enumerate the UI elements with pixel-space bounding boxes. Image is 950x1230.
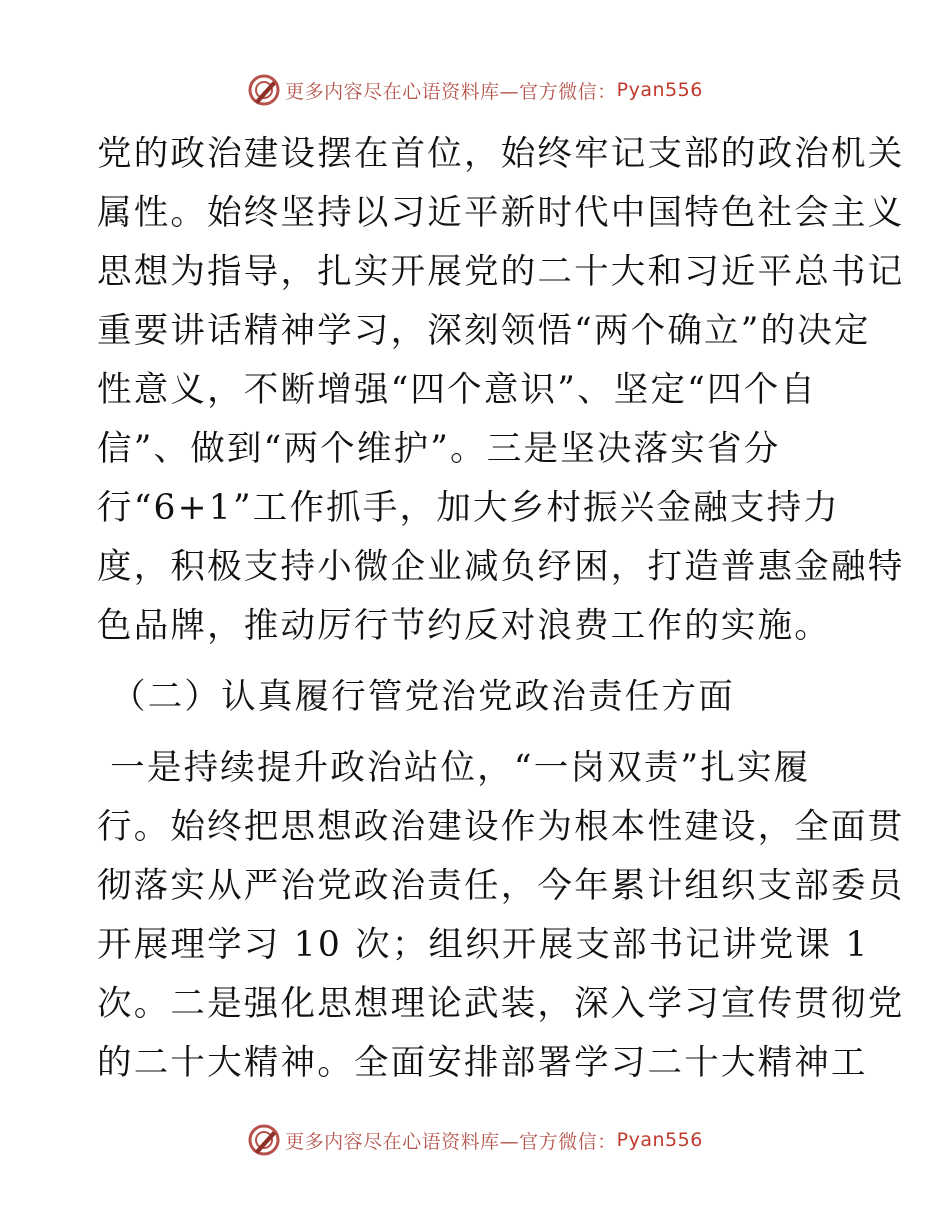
text-line: 彻落实从严治党政治责任，今年累计组织支部委员: [97, 866, 905, 906]
header-watermark: [0, 70, 950, 110]
text-line: 度，积极支持小微企业减负纾困，打造普惠金融特: [97, 547, 905, 587]
footer-watermark: [0, 1120, 950, 1160]
paragraph-1: [97, 125, 905, 656]
watermark-wechat-id: Pyan556: [616, 1129, 703, 1151]
pen-circle-logo-icon: [247, 1123, 281, 1157]
section-heading: （二）认真履行管党治党政治责任方面: [111, 677, 735, 717]
text-line: 行。始终把思想政治建设作为根本性建设，全面贯: [97, 807, 905, 847]
pen-circle-logo-icon: [247, 73, 281, 107]
watermark-wechat-id: Pyan556: [616, 79, 703, 101]
text-line: 重要讲话精神学习，深刻领悟“两个确立”的决定: [97, 311, 871, 351]
text-line: 的二十大精神。全面安排部署学习二十大精神工: [97, 1043, 868, 1083]
watermark-text: 更多内容尽在心语资料库—官方微信：: [285, 1130, 617, 1153]
text-line: 属性。始终坚持以习近平新时代中国特色社会主义: [97, 193, 905, 233]
text-line: 思想为指导，扎实开展党的二十大和习近平总书记: [97, 252, 905, 292]
text-line: 行“6+1”工作抓手，加大乡村振兴金融支持力: [97, 488, 840, 528]
text-line: 次。二是强化思想理论武装，深入学习宣传贯彻党: [97, 984, 905, 1024]
text-line: 性意义，不断增强“四个意识”、坚定“四个自: [97, 370, 818, 410]
text-line: 信”、做到“两个维护”。三是坚决落实省分: [97, 429, 781, 469]
text-line: 色品牌，推动厉行节约反对浪费工作的实施。: [97, 606, 831, 646]
watermark-text: 更多内容尽在心语资料库—官方微信：: [285, 80, 617, 103]
document-body: [97, 125, 905, 1093]
text-line: 党的政治建设摆在首位，始终牢记支部的政治机关: [97, 134, 905, 174]
paragraph-2: [97, 739, 905, 1093]
text-line: 一是持续提升政治站位，“一岗双责”扎实履: [97, 748, 811, 788]
text-line: 开展理学习 10 次；组织开展支部书记讲党课 1: [97, 925, 870, 965]
